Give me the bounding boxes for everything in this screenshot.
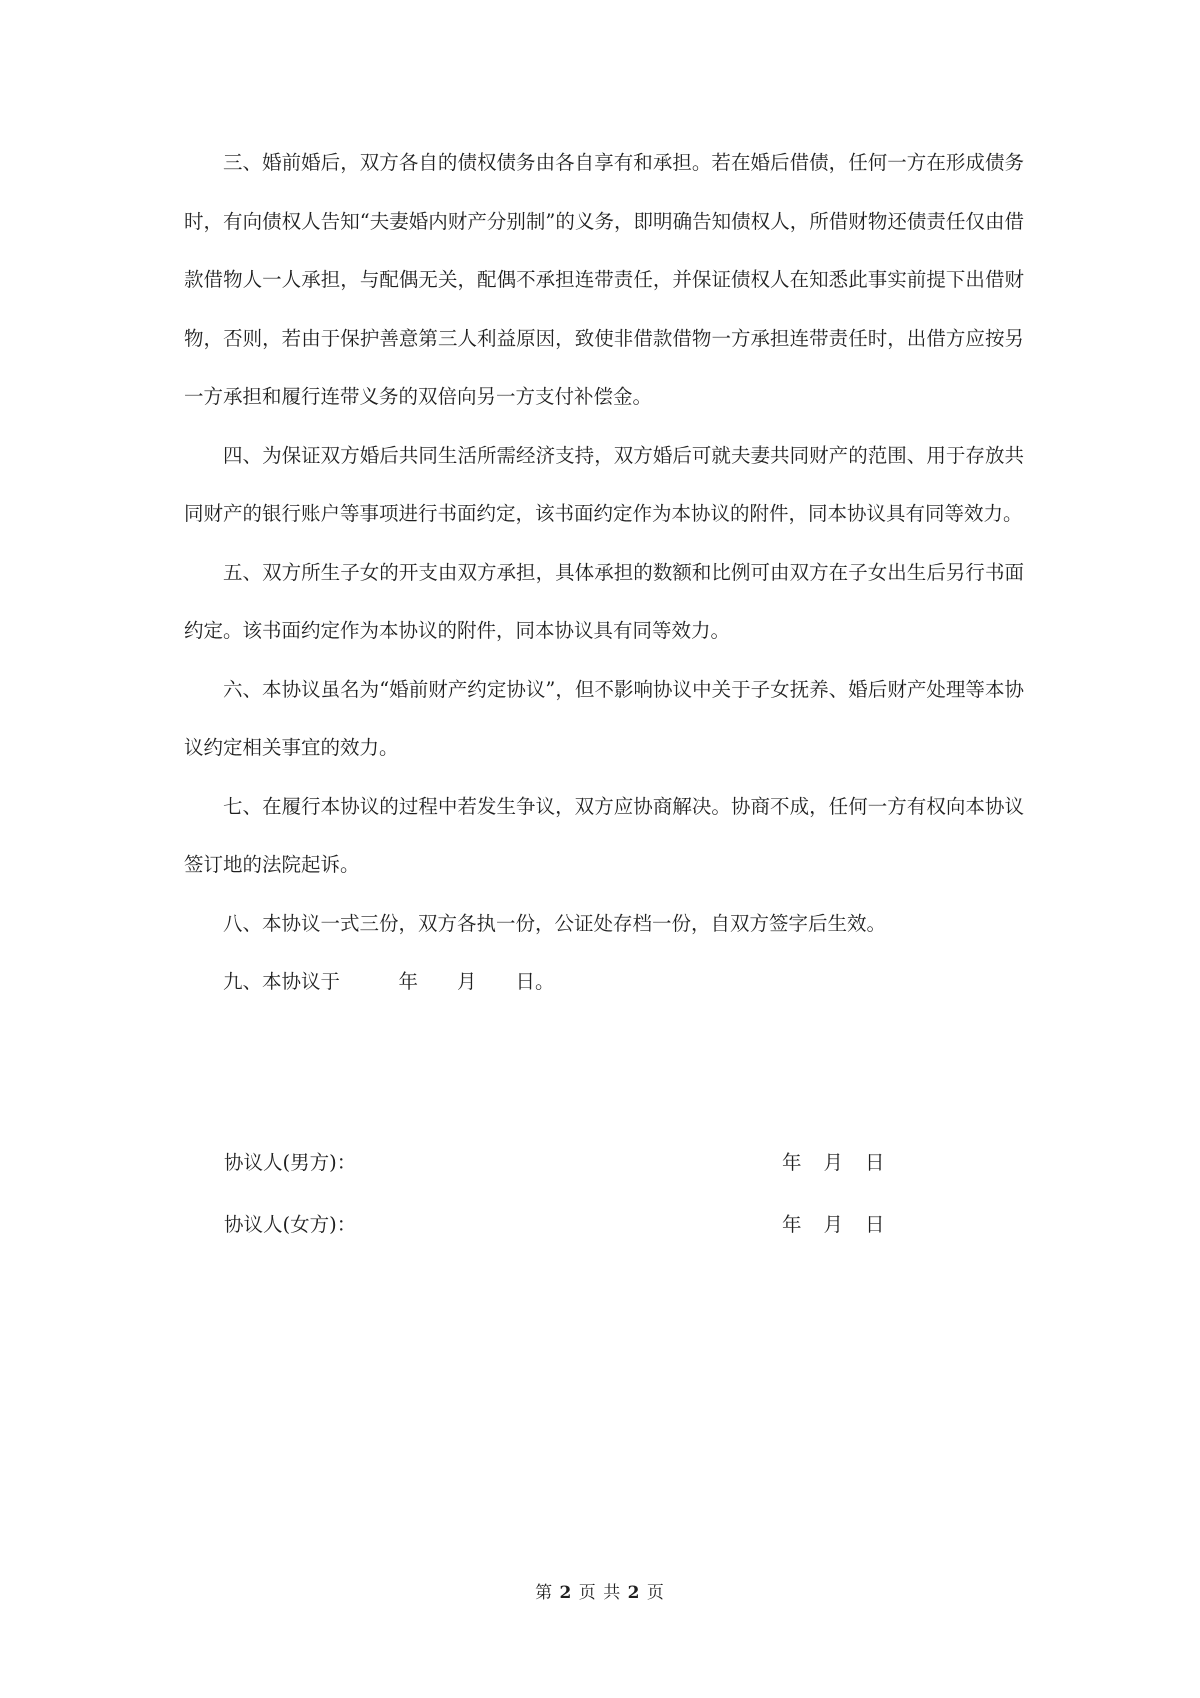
- clause-5: 五、双方所生子女的开支由双方承担，具体承担的数额和比例可由双方在子女出生后另行书面约定。该书面约定作为本协议的附件，同本协议具有同等效力。: [184, 560, 1024, 642]
- day-label: 日: [865, 1151, 885, 1174]
- footer-middle: 页 共: [578, 1583, 622, 1603]
- male-signature-date: [782, 1148, 885, 1178]
- clause-7: 七、在履行本协议的过程中若发生争议，双方应协商解决。协商不成，任何一方有权向本协议签订地的法院起诉。: [184, 794, 1024, 876]
- clause-4: 四、为保证双方婚后共同生活所需经济支持，双方婚后可就夫妻共同财产的范围、用于存放共同财产的银行账户等事项进行书面约定，该书面约定作为本协议的附件，同本协议具有同等效力。: [184, 443, 1024, 525]
- total-page-number: 2: [627, 1583, 641, 1603]
- footer-prefix: 第: [535, 1583, 554, 1603]
- current-page-number: 2: [559, 1583, 573, 1603]
- female-party-label: 协议人(女方)：: [224, 1213, 357, 1236]
- male-party-label: 协议人(男方)：: [224, 1151, 357, 1174]
- clause-6: 六、本协议虽名为“婚前财产约定协议”，但不影响协议中关于子女抚养、婚后财产处理等本协议约定相关事宜的效力。: [184, 677, 1024, 759]
- female-signature-date: [782, 1210, 885, 1240]
- page-footer: [0, 1578, 1200, 1603]
- clause-9-date: 九、本协议于 年 月 日。: [223, 970, 555, 993]
- clause-3: 三、婚前婚后，双方各自的债权债务由各自享有和承担。若在婚后借债，任何一方在形成债务时，有向债权人告知“夫妻婚内财产分别制”的义务，即明确告知债权人，所借财物还债责任仅由借款借物人一人承担，与配偶无关，配偶不承担连带责任，并保证债权人在知悉此事实前提下出借财物，否则，若由于保护善意第三人利益原因，致使非借款借物一方承担连带责任时，出借方应按另一方承担和履行连带义务的双倍向另一方支付补偿金。: [184, 151, 1024, 408]
- month-label: 月: [823, 1213, 844, 1236]
- document-body: [184, 134, 1024, 1012]
- month-label: 月: [823, 1151, 844, 1174]
- year-label: 年: [782, 1151, 802, 1174]
- footer-suffix: 页: [646, 1583, 665, 1603]
- year-label: 年: [782, 1213, 802, 1236]
- day-label: 日: [865, 1213, 885, 1236]
- clause-8: 八、本协议一式三份，双方各执一份，公证处存档一份，自双方签字后生效。: [223, 911, 887, 935]
